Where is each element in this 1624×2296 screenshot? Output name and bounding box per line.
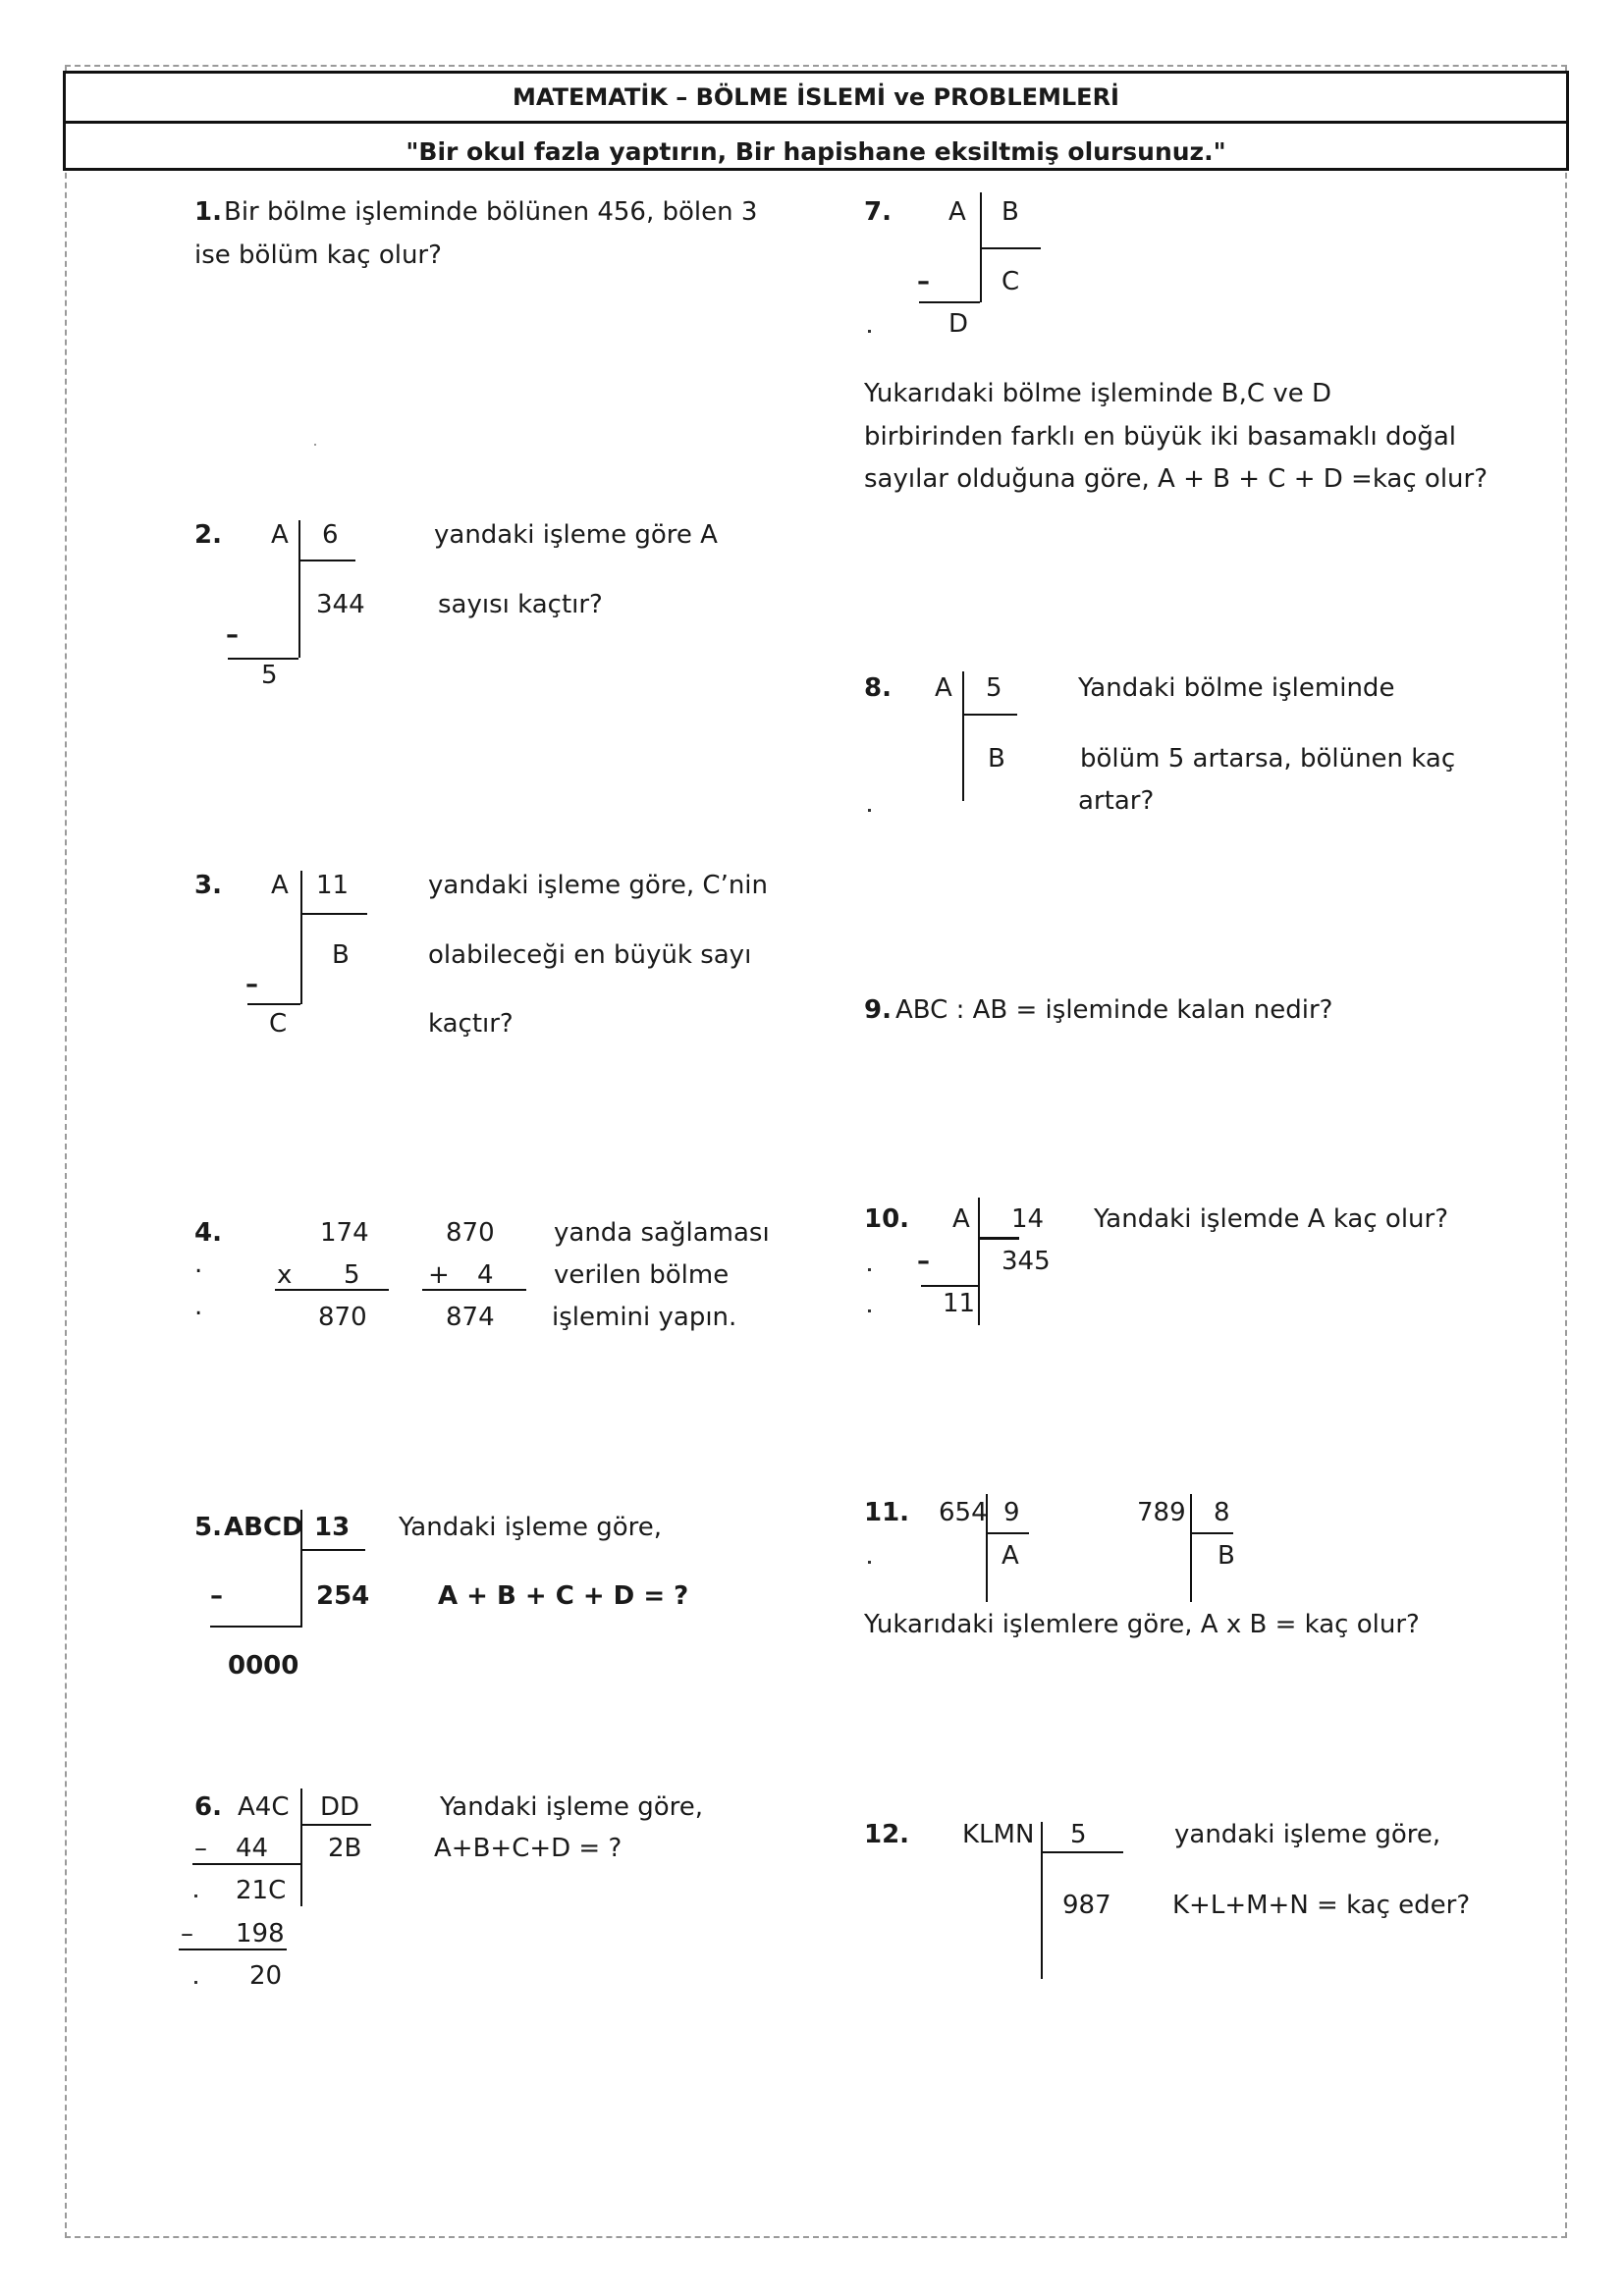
addition-value: 4	[477, 1260, 494, 1290]
subtraction-line	[228, 658, 298, 660]
question-text-line: yandaki işleme göre A	[434, 520, 718, 550]
dividend: ABCD	[224, 1513, 303, 1542]
dot-marker: .	[194, 1292, 203, 1321]
dividend: A	[271, 871, 289, 900]
quotient-line	[978, 1237, 1019, 1240]
quotient-line	[300, 1549, 365, 1551]
quotient: B	[332, 940, 350, 970]
question-number: 1.	[194, 197, 222, 227]
subtraction-step: 21C	[236, 1876, 287, 1905]
remainder: 11	[943, 1289, 976, 1318]
remainder: 0000	[228, 1651, 299, 1681]
addition-operator: +	[428, 1260, 450, 1290]
quotient: 345	[1001, 1247, 1051, 1276]
dividend: A4C	[238, 1792, 290, 1822]
subtraction-line	[192, 1863, 300, 1865]
multiplication-line	[275, 1289, 389, 1291]
division-bar	[1190, 1494, 1192, 1602]
minus-sign: –	[181, 1919, 193, 1949]
subtraction-line	[179, 1949, 287, 1950]
minus-sign: –	[917, 1247, 930, 1276]
question-text-line: yanda sağlaması	[554, 1218, 770, 1248]
worksheet-header	[63, 71, 1569, 171]
dot-marker	[194, 1895, 197, 1897]
quotient-line	[298, 560, 355, 561]
quotient: B	[1218, 1541, 1235, 1571]
quotient-line	[300, 1824, 371, 1826]
quotient: A	[1001, 1541, 1019, 1571]
multiplication-operator: x	[277, 1260, 293, 1290]
multiplication-top: 174	[320, 1218, 369, 1248]
quotient-line	[962, 714, 1017, 716]
question-text-line: ise bölüm kaç olur?	[194, 240, 442, 270]
minus-sign: –	[917, 267, 930, 296]
question-number: 12.	[864, 1820, 910, 1849]
dot-marker	[868, 1309, 871, 1312]
quotient-line	[1041, 1851, 1123, 1853]
worksheet-title: MATEMATİK – BÖLME İSLEMİ ve PROBLEMLERİ	[66, 74, 1566, 124]
stray-dot	[314, 444, 316, 446]
dividend: A	[271, 520, 289, 550]
dot-marker	[868, 809, 871, 812]
question-text-line: kaçtır?	[428, 1009, 514, 1039]
subtraction-line	[921, 1285, 978, 1287]
quotient: B	[988, 744, 1005, 774]
worksheet-quote: "Bir okul fazla yaptırın, Bir hapishane eksiltmiş olursunuz."	[406, 137, 1226, 166]
division-bar	[300, 1789, 302, 1906]
divisor: 8	[1214, 1498, 1230, 1527]
division-bar	[1041, 1822, 1043, 1979]
quotient: C	[1001, 267, 1020, 296]
question-number: 11.	[864, 1498, 910, 1527]
question-text-line: yandaki işleme göre, C’nin	[428, 871, 769, 900]
dividend: KLMN	[962, 1820, 1035, 1849]
question-text-line: Bir bölme işleminde bölünen 456, bölen 3	[224, 197, 758, 227]
question-text-line: Yandaki bölme işleminde	[1078, 673, 1395, 703]
subtraction-step: 44	[236, 1834, 269, 1863]
divisor: 11	[316, 871, 350, 900]
dot-marker: .	[194, 1250, 203, 1279]
division-bar	[300, 871, 302, 1004]
question-text-line: verilen bölme	[554, 1260, 730, 1290]
dividend: 789	[1137, 1498, 1186, 1527]
minus-sign: –	[194, 1834, 207, 1863]
minus-sign: –	[226, 620, 239, 650]
division-bar	[962, 671, 964, 801]
division-bar	[298, 520, 300, 658]
dot-marker	[868, 1268, 871, 1271]
question-text-line: Yandaki işlemde A kaç olur?	[1094, 1204, 1449, 1234]
question-text-line: artar?	[1078, 786, 1155, 816]
addition-line	[422, 1289, 526, 1291]
remainder: C	[269, 1009, 288, 1039]
dividend: A	[935, 673, 952, 703]
question-text-line: bölüm 5 artarsa, bölünen kaç	[1080, 744, 1456, 774]
question-text-line: Yukarıdaki işlemlere göre, A x B = kaç olur?	[864, 1610, 1420, 1639]
divisor: 9	[1003, 1498, 1020, 1527]
subtraction-step: 198	[236, 1919, 285, 1949]
division-bar	[978, 1198, 980, 1325]
quotient: 2B	[328, 1834, 362, 1863]
question-text-line: işlemini yapın.	[552, 1303, 737, 1332]
question-number: 3.	[194, 871, 222, 900]
divisor: 6	[322, 520, 339, 550]
addition-result: 874	[446, 1303, 495, 1332]
subtraction-line	[919, 301, 980, 303]
question-text-line: birbirinden farklı en büyük iki basamaklı doğal	[864, 422, 1457, 452]
divisor: DD	[320, 1792, 360, 1822]
quotient: 987	[1062, 1891, 1111, 1920]
question-text-line: sayısı kaçtır?	[438, 590, 603, 619]
subtraction-line	[247, 1003, 300, 1005]
dot-marker	[868, 1561, 871, 1564]
question-number: 9.	[864, 995, 892, 1025]
divisor: 13	[314, 1513, 351, 1542]
question-number: 5.	[194, 1513, 222, 1542]
dot-marker	[194, 1981, 197, 1984]
question-number: 8.	[864, 673, 892, 703]
remainder: 5	[261, 661, 278, 690]
remainder: 20	[249, 1961, 283, 1991]
question-text-line: Yandaki işleme göre,	[440, 1792, 704, 1822]
question-number: 10.	[864, 1204, 910, 1234]
question-number: 7.	[864, 197, 892, 227]
minus-sign: –	[210, 1581, 223, 1611]
remainder: D	[948, 309, 969, 339]
question-number: 6.	[194, 1792, 222, 1822]
quotient-line	[1190, 1532, 1233, 1534]
multiplication-factor: 5	[344, 1260, 360, 1290]
multiplication-result: 870	[318, 1303, 367, 1332]
quotient-line	[986, 1532, 1029, 1534]
quotient-line	[300, 913, 367, 915]
question-text-line: olabileceği en büyük sayı	[428, 940, 752, 970]
question-text-line: A + B + C + D = ?	[438, 1581, 689, 1611]
question-text-line: Yukarıdaki bölme işleminde B,C ve D	[864, 379, 1331, 408]
dividend: A	[952, 1204, 970, 1234]
subtraction-line	[210, 1626, 300, 1628]
divisor: 5	[1070, 1820, 1087, 1849]
question-text-line: sayılar olduğuna göre, A + B + C + D =kaç olur?	[864, 464, 1489, 494]
dividend: 654	[939, 1498, 988, 1527]
question-number: 2.	[194, 520, 222, 550]
addition-top: 870	[446, 1218, 495, 1248]
question-text-line: yandaki işleme göre,	[1174, 1820, 1441, 1849]
question-text-line: K+L+M+N = kaç eder?	[1172, 1891, 1471, 1920]
question-text-line: A+B+C+D = ?	[434, 1834, 623, 1863]
division-bar	[300, 1510, 302, 1628]
minus-sign: –	[245, 970, 258, 999]
dot-marker	[868, 330, 871, 333]
question-text-line: ABC : AB = işleminde kalan nedir?	[895, 995, 1333, 1025]
quotient: 254	[316, 1581, 370, 1611]
quotient-line	[980, 247, 1041, 249]
dividend: A	[948, 197, 966, 227]
quotient: 344	[316, 590, 365, 619]
question-text-line: Yandaki işleme göre,	[399, 1513, 663, 1542]
divisor: B	[1001, 197, 1019, 227]
division-bar	[986, 1494, 988, 1602]
divisor: 5	[986, 673, 1002, 703]
divisor: 14	[1011, 1204, 1045, 1234]
question-number: 4.	[194, 1218, 222, 1248]
